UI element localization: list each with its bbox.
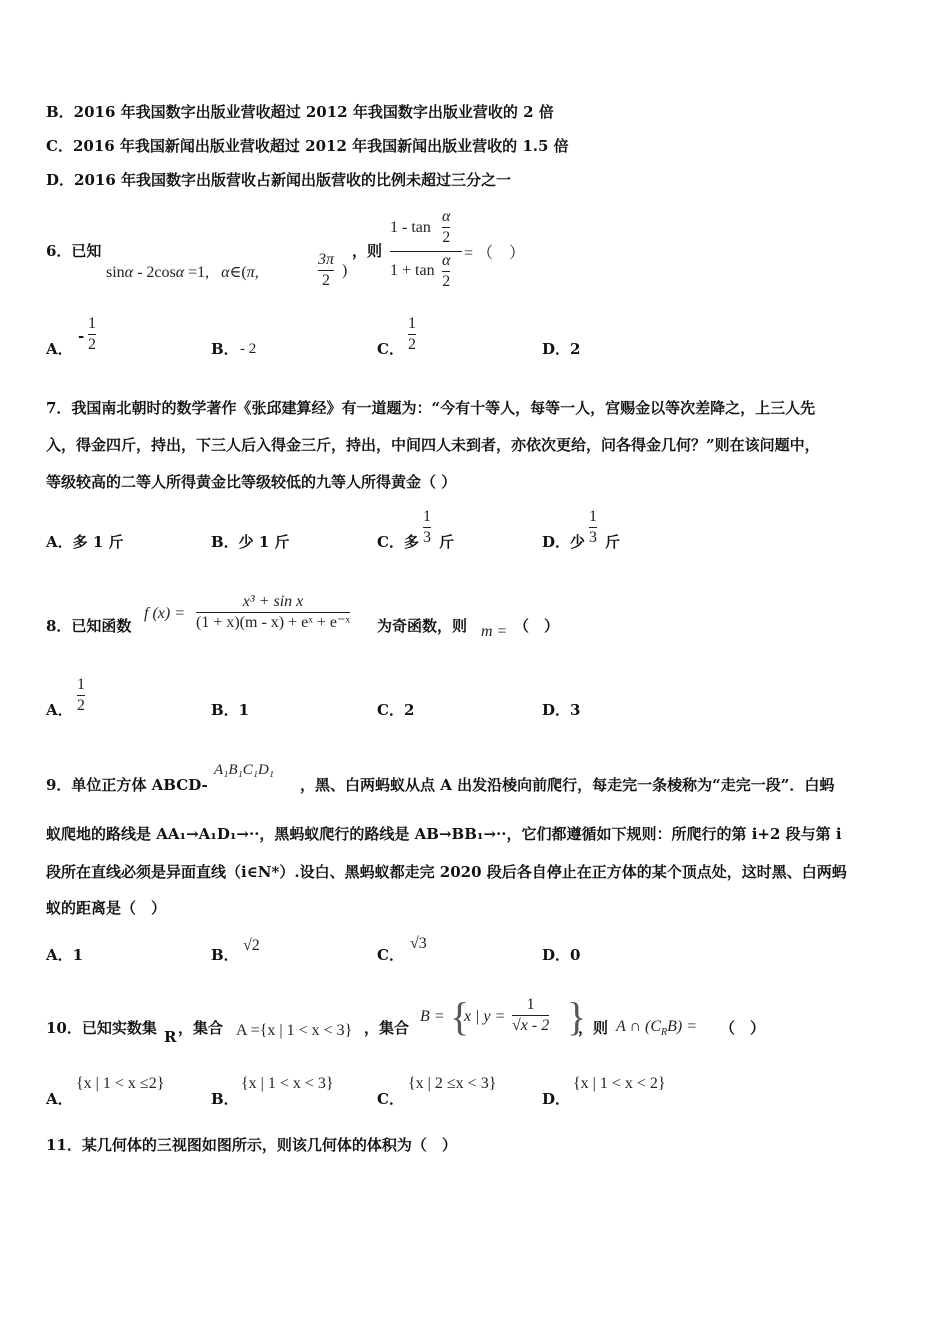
q6-main-bar	[390, 251, 462, 252]
q10-set-a: A ={x | 1 < x < 3}	[236, 1022, 353, 1039]
q7-option-c-fraction: 1 3	[423, 508, 431, 546]
q10-option-b-value: {x | 1 < x < 3}	[241, 1075, 334, 1092]
q7-option-b: B．少 1 斤	[211, 533, 290, 551]
q5-option-b: B．2016 年我国数字出版业营收超过 2012 年我国数字出版业营收的 2 倍	[46, 103, 554, 121]
q10-expression: A ∩ $(C_RB)$ =	[616, 1018, 698, 1039]
q6-option-a-fraction: 1 2	[88, 315, 96, 353]
q9-option-b-label: B．	[211, 946, 239, 964]
q8-label: 8．已知函数	[46, 617, 132, 635]
q7-option-c-suffix: 斤	[439, 533, 455, 551]
q10-option-b-label: B．	[211, 1090, 239, 1108]
q8-option-a-label: A．	[46, 701, 73, 719]
q6-three-pi-over-two: 3π 2	[318, 251, 335, 289]
q8-m: m =	[481, 623, 508, 640]
q7-option-d-fraction: 1 3	[589, 508, 597, 546]
q6-close-paren: )	[342, 262, 348, 279]
q8-denominator: (1 + x)(m - x) + eˣ + e⁻ˣ	[196, 614, 351, 631]
q10-set-b-fraction: 1 √x - 2	[512, 996, 550, 1034]
q10-prefix: 10．已知实数集	[46, 1019, 157, 1037]
q9-option-c-value: √3	[410, 935, 427, 952]
q9-line-1: ，黑、白两蚂蚁从点 A 出发沿棱向前爬行，每走完一条棱称为“走完一段”．白蚂	[300, 776, 835, 794]
q6-option-b-value: - 2	[240, 341, 257, 357]
q10-paren: （ ）	[720, 1019, 766, 1037]
q6-numerator: 1 - tan	[390, 219, 431, 236]
q7-option-d-suffix: 斤	[605, 533, 621, 551]
q6-option-d: D．2	[542, 340, 581, 358]
q9-line-2: 蚁爬地的路线是 AA₁→A₁D₁→··，黑蚂蚁爬行的路线是 AB→BB₁→··，它们都遵循如下规则：所爬行的第 i+2 段与第 i	[46, 825, 842, 843]
q6-num-alpha-half: α 2	[442, 208, 451, 246]
q9-cube-label: A₁B₁C₁D₁	[214, 762, 275, 778]
q10-option-c-value: {x | 2 ≤x < 3}	[408, 1075, 497, 1092]
q8-option-b: B．1	[211, 701, 250, 719]
q8-fraction	[196, 592, 350, 633]
q7-option-c-prefix: C．多	[377, 533, 419, 551]
q6-option-a-sign: -	[78, 327, 85, 345]
q9-option-d: D．0	[542, 946, 581, 964]
q7-option-d-prefix: D．少	[542, 533, 586, 551]
q8-numerator: x³ + sin x	[242, 593, 304, 610]
q10-option-c-label: C．	[377, 1090, 404, 1108]
q9-option-b-value: √2	[243, 937, 260, 954]
q6-fraction	[390, 207, 462, 299]
q10-real-set: R	[164, 1028, 177, 1046]
q10-option-d-value: {x | 1 < x < 2}	[573, 1075, 666, 1092]
q8-fx: f (x) =	[144, 605, 185, 622]
q9-line-3: 段所在直线必须是异面直线（i∈N*）.设白、黑蚂蚁都走完 2020 段后各自停止在正方体的某个顶点处，这时黑、白两蚂	[46, 863, 847, 881]
q10-set-b-label: ，集合	[364, 1019, 410, 1037]
q6-option-b-label: B．	[211, 340, 239, 358]
q10-right-brace: }	[567, 994, 587, 1039]
q7-line-3: 等级较高的二等人所得黄金比等级较低的九等人所得黄金（ ）	[46, 473, 457, 491]
q9-line-4: 蚁的距离是（ ）	[46, 899, 167, 917]
q6-denominator: 1 + tan	[390, 262, 435, 279]
q8-middle: 为奇函数，则	[377, 617, 468, 635]
q6-label: 6．已知	[46, 242, 102, 260]
q10-option-a-value: {x | 1 < x ≤2}	[76, 1075, 165, 1092]
q7-line-2: 入，得金四斤，持出，下三人后入得金三斤，持出，中间四人未到者，亦依次更给，问各得金几何？”则在该问题中，	[46, 436, 820, 454]
q10-option-d-label: D．	[542, 1090, 571, 1108]
q10-option-a-label: A．	[46, 1090, 73, 1108]
q10-then: ，则	[578, 1019, 609, 1037]
q9-option-c-label: C．	[377, 946, 404, 964]
q10-b-equals: B =	[420, 1008, 445, 1025]
q6-then: ，则	[352, 242, 383, 260]
q8-option-d: D．3	[542, 701, 581, 719]
q10-set-a-label: ，集合	[178, 1019, 224, 1037]
q6-den-alpha-half: α 2	[442, 252, 451, 290]
q6-condition: sinα - 2cosα =1, α∈(π,	[106, 264, 259, 281]
q10-set-b-lhs: x | y =	[464, 1008, 506, 1025]
q8-option-a-fraction: 1 2	[77, 676, 85, 714]
q5-option-d: D．2016 年我国数字出版营收占新闻出版营收的比例未超过三分之一	[46, 171, 511, 189]
q6-option-c-fraction: 1 2	[408, 315, 416, 353]
q8-paren: （ ）	[514, 617, 560, 635]
q6-equals: = （ ）	[464, 245, 526, 262]
q7-option-a: A．多 1 斤	[46, 533, 124, 551]
q7-line-1: 7．我国南北朝时的数学著作《张邱建算经》有一道题为：“今有十等人，每等一人，宫赐金以等次差降之，上三人先	[46, 399, 816, 417]
q9-option-a: A．1	[46, 946, 84, 964]
q11-text: 11．某几何体的三视图如图所示，则该几何体的体积为（ ）	[46, 1136, 457, 1154]
q6-option-a-label: A．	[46, 340, 73, 358]
q6-option-c-label: C．	[377, 340, 404, 358]
q9-prefix: 9．单位正方体 ABCD-	[46, 776, 208, 794]
q5-option-c: C．2016 年我国新闻出版业营收超过 2012 年我国新闻出版业营收的 1.5 倍	[46, 137, 569, 155]
q8-option-c: C．2	[377, 701, 415, 719]
q10-left-brace: {	[450, 994, 470, 1039]
